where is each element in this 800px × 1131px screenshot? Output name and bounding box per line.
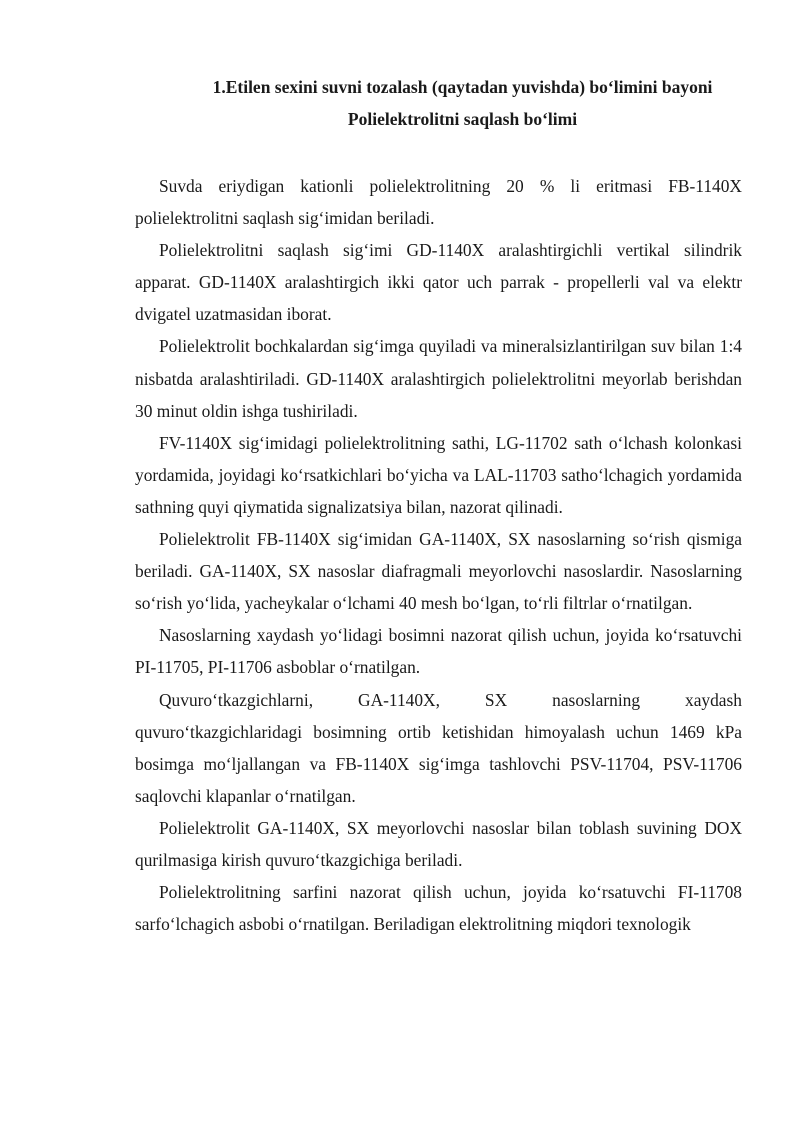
paragraph: Polielektrolit FB-1140X sig‘imidan GA-1140X, SX nasoslarning so‘rish qismiga beriladi. GA-1140X, SX nasoslar diafragmali meyorlovchi nasoslardir. Nasoslarning so‘rish yo‘lida, yacheykalar o‘lchami 40 mesh bo‘lgan, to‘rli filtrlar o‘rnatilgan.	[135, 529, 742, 614]
document-body	[135, 170, 742, 940]
paragraph: Nasoslarning xaydash yo‘lidagi bosimni nazorat qilish uchun, joyida ko‘rsatuvchi PI-11705, PI-11706 asboblar o‘rnatilgan.	[135, 625, 742, 678]
paragraph: Polielektrolit bochkalardan sig‘imga quyiladi va mineralsizlantirilgan suv bilan 1:4 nisbatda aralashtiriladi. GD-1140X aralashtirgich polielektrolitni meyorlab berishdan 30 minut oldin ishga tushiriladi.	[135, 336, 742, 421]
paragraph: Polielektrolit GA-1140X, SX meyorlovchi nasoslar bilan toblash suvining DOX qurilmasiga kirish quvuro‘tkazgichiga beriladi.	[135, 817, 742, 870]
paragraph: Polielektrolitning sarfini nazorat qilish uchun, joyida ko‘rsatuvchi FI-11708 sarfo‘lchagich asbobi o‘rnatilgan. Beriladigan elektrolitning miqdori texnologik	[135, 882, 742, 935]
document-title: 1.Etilen sexini suvni tozalash (qaytadan yuvishda) bo‘limini bayoni	[212, 77, 713, 97]
paragraph: FV-1140X sig‘imidagi polielektrolitning sathi, LG-11702 sath o‘lchash kolonkasi yordamida, joyidagi ko‘rsatkichlari bo‘yicha va LAL-11703 satho‘lchagich yordamida sathning quyi qiymatida signalizatsiya bilan, nazorat qilinadi.	[135, 432, 742, 517]
section-subtitle: Polielektrolitni saqlash bo‘limi	[347, 109, 578, 129]
paragraph: Polielektrolitni saqlash sig‘imi GD-1140X aralashtirgichli vertikal silindrik apparat. GD-1140X aralashtirgich ikki qator uch parrak - propellerli val va elektr dvigatel uzatmasidan iborat.	[135, 240, 742, 325]
paragraph: Suvda eriydigan kationli polielektrolitning 20 % li eritmasi FB-1140X polielektrolitni saqlash sig‘imidan beriladi.	[135, 176, 742, 229]
paragraph: Quvuro‘tkazgichlarni, GA-1140X, SX nasoslarning xaydash quvuro‘tkazgichlaridagi bosimning ortib ketishidan himoyalash uchun 1469 kPa bosimga mo‘ljallangan va FB-1140X sig‘imga tashlovchi PSV-11704, PSV-11706 saqlovchi klapanlar o‘rnatilgan.	[135, 689, 742, 806]
